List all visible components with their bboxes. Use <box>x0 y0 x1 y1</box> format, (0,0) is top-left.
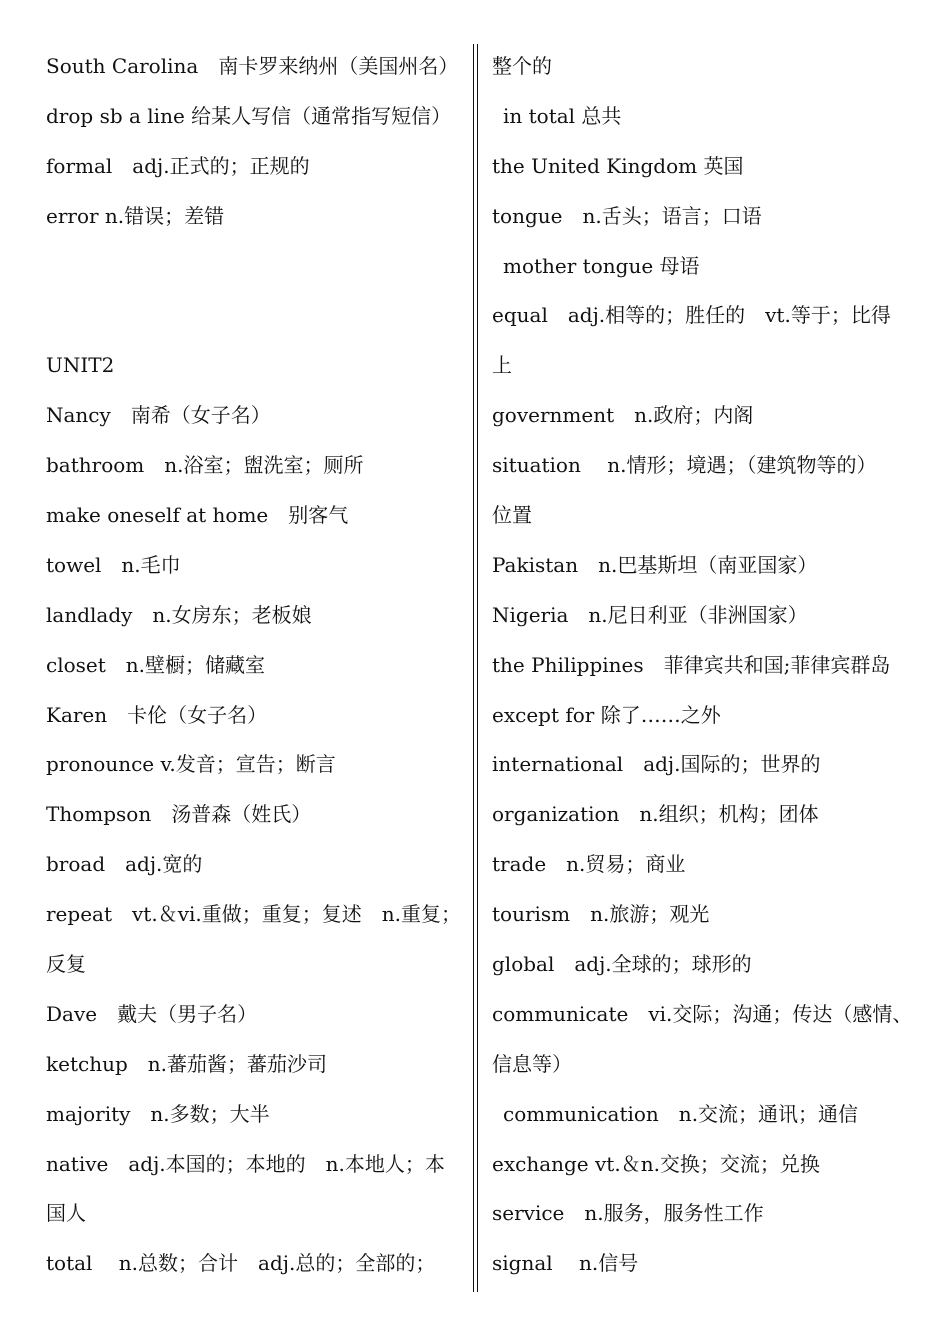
vocab-line: drop sb a line 给某人写信（通常指写短信） <box>46 103 452 128</box>
vocab-line: exchange vt.＆n.交换；交流；兑换 <box>492 1151 820 1176</box>
vocab-phrase-line: communication n.交流；通讯；通信 <box>503 1101 859 1126</box>
vocab-line: communicate vi.交际；沟通；传达（感情、 <box>492 1001 912 1026</box>
vocab-line: Thompson 汤普森（姓氏） <box>46 802 312 827</box>
vocab-line: situation n.情形；境遇；（建筑物等的） <box>492 453 877 478</box>
vocab-line-continued: 反复 <box>46 952 86 977</box>
vocab-line: Pakistan n.巴基斯坦（南亚国家） <box>492 552 818 577</box>
column-divider <box>473 44 478 1292</box>
vocab-phrase-line: in total 总共 <box>503 103 622 128</box>
vocab-line: error n.错误；差错 <box>46 203 225 228</box>
vocab-line: service n.服务，服务性工作 <box>492 1201 764 1226</box>
vocab-line: majority n.多数；大半 <box>46 1101 270 1126</box>
vocab-line: formal adj.正式的；正规的 <box>46 153 310 178</box>
vocab-line: total n.总数；合计 adj.总的；全部的； <box>46 1251 436 1276</box>
vocab-line: towel n.毛巾 <box>46 552 181 577</box>
vocab-line: tourism n.旅游；观光 <box>492 902 710 927</box>
vocab-line: Nigeria n.尼日利亚（非洲国家） <box>492 602 808 627</box>
vocab-line: global adj.全球的；球形的 <box>492 952 752 977</box>
vocab-line: Karen 卡伦（女子名） <box>46 702 268 727</box>
vocab-line: South Carolina 南卡罗来纳州（美国州名） <box>46 54 459 78</box>
vocab-line: Nancy 南希（女子名） <box>46 403 271 428</box>
vocab-line: trade n.贸易；商业 <box>492 852 686 877</box>
vocab-line: the Philippines 菲律宾共和国;菲律宾群岛 <box>492 652 891 677</box>
right-column <box>492 42 912 1289</box>
vocab-line: signal n.信号 <box>492 1251 639 1276</box>
vocab-line-continued: 整个的 <box>492 54 552 78</box>
vocab-line: native adj.本国的；本地的 n.本地人；本 <box>46 1151 445 1176</box>
blank-line <box>46 242 466 292</box>
unit-heading: UNIT2 <box>46 353 115 378</box>
vocab-line: bathroom n.浴室；盥洗室；厕所 <box>46 453 364 478</box>
vocab-line: international adj.国际的；世界的 <box>492 752 821 777</box>
vocab-line: ketchup n.蕃茄酱；蕃茄沙司 <box>46 1051 327 1076</box>
vocab-line: broad adj.宽的 <box>46 852 203 877</box>
vocab-line: tongue n.舌头；语言；口语 <box>492 203 762 228</box>
blank-line <box>46 291 466 341</box>
vocab-line: government n.政府；内阁 <box>492 403 754 428</box>
left-column <box>46 42 466 1289</box>
vocab-line: repeat vt.＆vi.重做；重复；复述 n.重复； <box>46 902 461 927</box>
vocab-line: pronounce v.发音；宣告；断言 <box>46 752 336 777</box>
vocab-line-continued: 位置 <box>492 503 532 528</box>
vocab-line: the United Kingdom 英国 <box>492 153 744 178</box>
vocab-line: equal adj.相等的；胜任的 vt.等于；比得 <box>492 303 891 328</box>
vocab-phrase-line: mother tongue 母语 <box>503 253 700 278</box>
vocab-line: closet n.壁橱；储藏室 <box>46 652 266 677</box>
vocab-line: landlady n.女房东；老板娘 <box>46 602 312 627</box>
vocab-line: Dave 戴夫（男子名） <box>46 1001 258 1026</box>
vocab-line: except for 除了……之外 <box>492 702 721 727</box>
vocab-line-continued: 国人 <box>46 1201 86 1226</box>
vocab-line-continued: 上 <box>492 353 512 378</box>
vocab-line-continued: 信息等） <box>492 1051 572 1076</box>
vocab-line: organization n.组织；机构；团体 <box>492 802 819 827</box>
vocab-line: make oneself at home 别客气 <box>46 503 349 528</box>
